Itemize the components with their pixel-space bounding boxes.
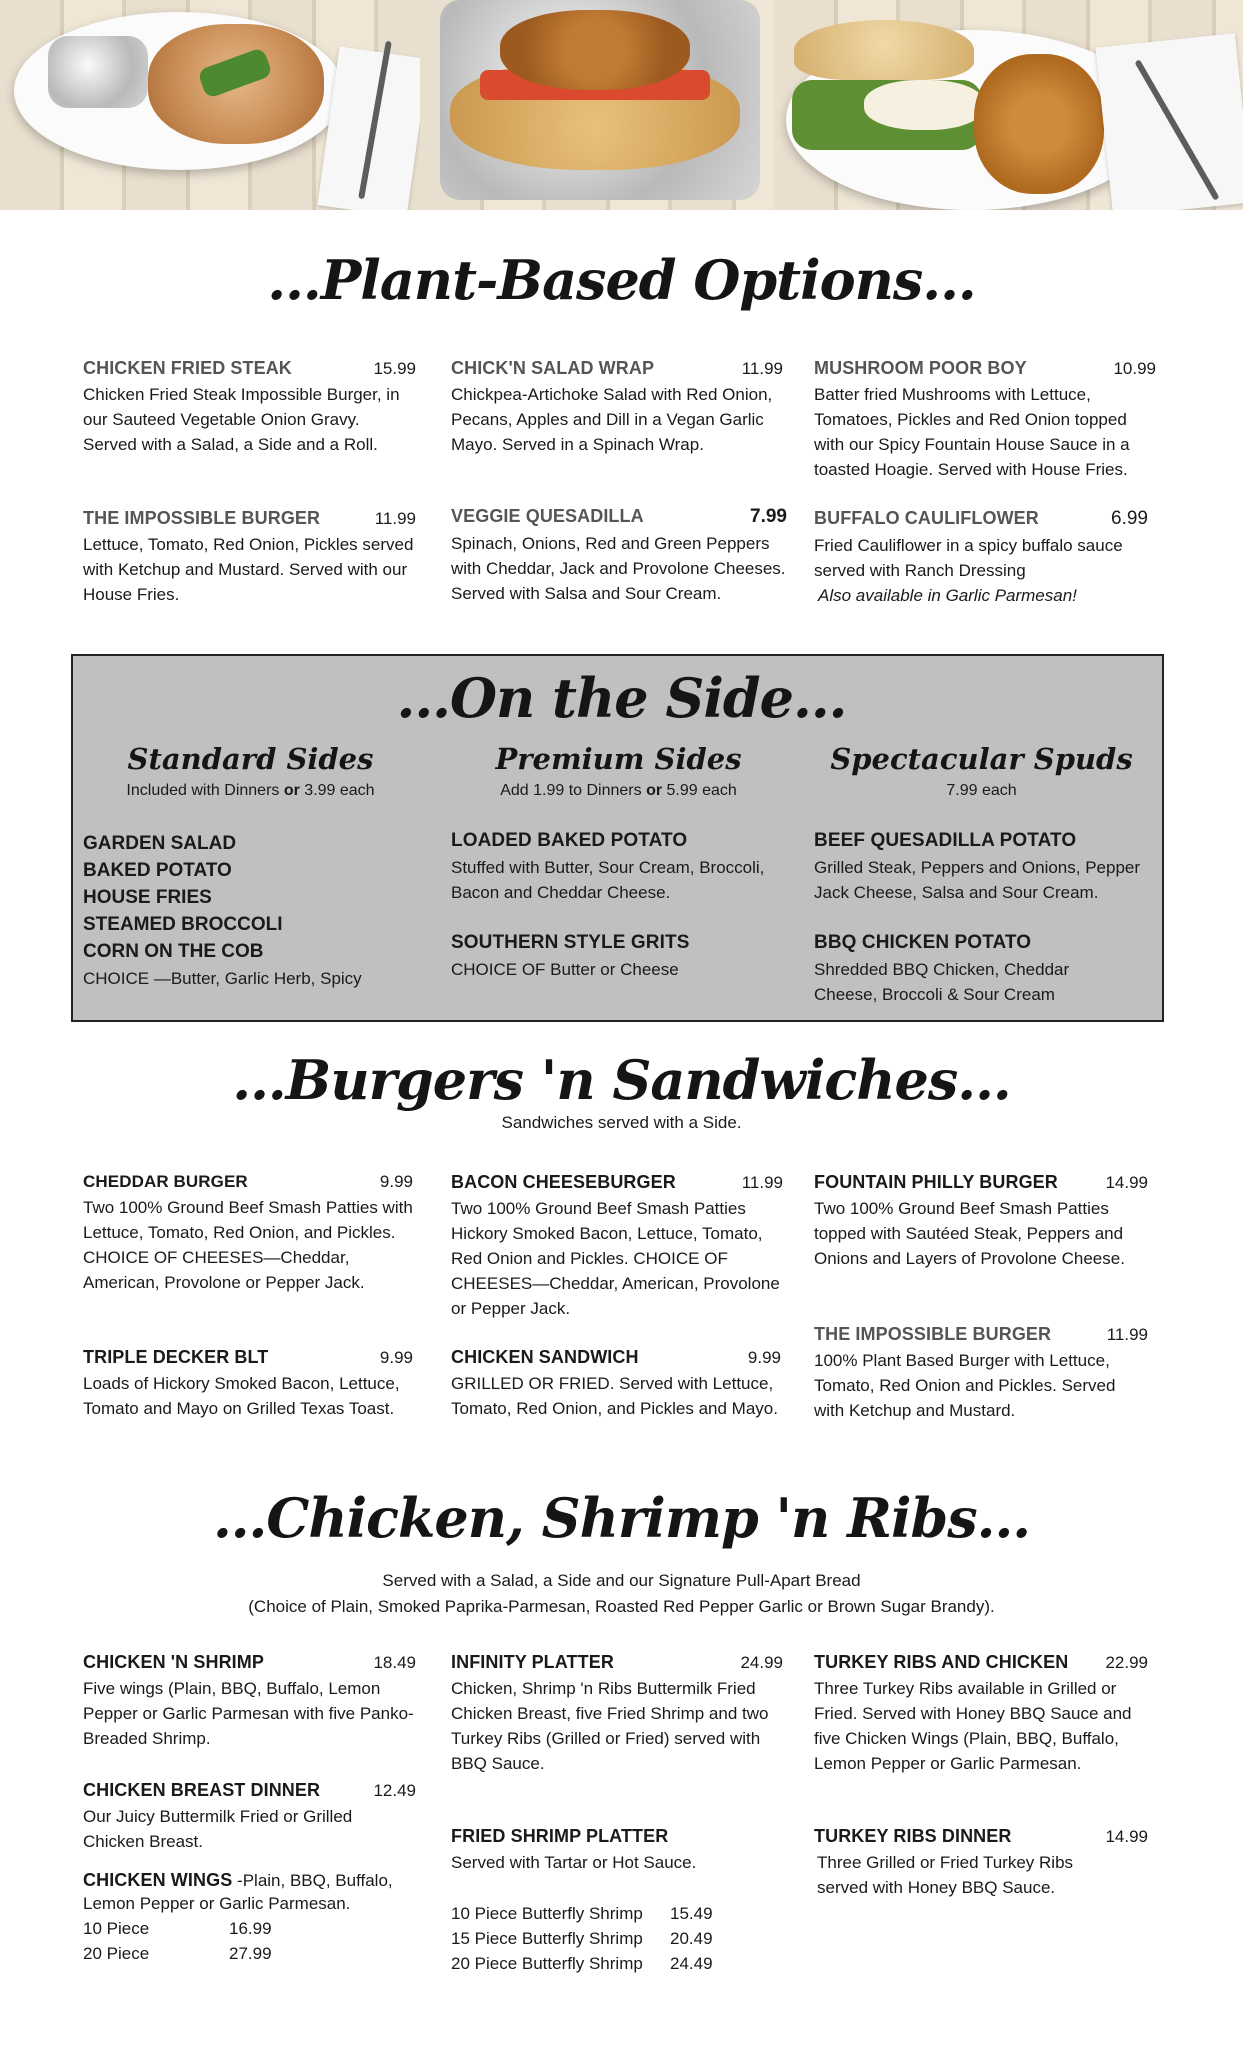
premium-sides-title: Premium Sides [495,742,742,776]
item-name: CHICKEN SANDWICH [451,1347,639,1367]
item-name: TRIPLE DECKER BLT [83,1347,269,1367]
menu-item [83,1172,413,1295]
item-flavors: -Plain, BBQ, Buffalo, [232,1871,393,1890]
menu-item [83,1780,416,1854]
item-description: Grilled Steak, Peppers and Onions, Pepper Jack Cheese, Salsa and Sour Cream. [814,858,1141,902]
menu-item [451,506,787,606]
photo-po-boy [420,0,774,210]
item-price: 11.99 [374,509,416,528]
item-name: TURKEY RIBS AND CHICKEN [814,1652,1069,1672]
item-name: BUFFALO CAULIFLOWER [814,508,1039,528]
list-item: GARDEN SALAD [83,833,237,854]
item-name: CHICKEN 'N SHRIMP [83,1652,264,1672]
standard-sides-title: Standard Sides [127,742,374,776]
burgers-subtitle: Sandwiches served with a Side. [501,1113,742,1132]
premium-sides-subtitle: Add 1.99 to Dinners or 5.99 each [500,782,737,799]
on-the-side-title: ...On the Side... [396,666,847,730]
chicken-title: ...Chicken, Shrimp 'n Ribs... [212,1486,1031,1550]
list-item: CORN ON THE COB [83,941,264,962]
menu-item [83,358,416,457]
price-row: 15 Piece Butterfly Shrimp 20.49 [451,1929,713,1948]
item-name: BACON CHEESEBURGER [451,1172,676,1192]
item-description: Two 100% Ground Beef Smash Patties with Lettuce, Tomato, Red Onion, and Pickles. CHOICE OF CHEESES—Cheddar, American, Provolone or Pepper Jack. [83,1198,413,1292]
item-name: TURKEY RIBS DINNER [814,1826,1012,1846]
menu-item [451,1652,783,1776]
item-description: Batter fried Mushrooms with Lettuce, Tomatoes, Pickles and Red Onion topped with our Spicy Fountain House Sauce in a toasted Hoagie. Served with House Fries. [814,385,1130,479]
item-name: FOUNTAIN PHILLY BURGER [814,1172,1058,1192]
side-item [814,932,1114,1007]
menu-item [814,358,1156,482]
item-name: MUSHROOM POOR BOY [814,358,1027,378]
price-row: 10 Piece Butterfly Shrimp 15.49 [451,1904,713,1923]
item-name: THE IMPOSSIBLE BURGER [83,508,321,528]
item-price: 11.99 [741,359,783,378]
item-name: BBQ CHICKEN POTATO [814,932,1032,953]
photo-burger [774,0,1243,210]
menu-item [814,508,1148,608]
item-description: Five wings (Plain, BBQ, Buffalo, Lemon Pepper or Garlic Parmesan with five Panko-Breaded Shrimp. [83,1679,414,1748]
item-price: 7.99 [750,506,787,527]
menu-item [451,1347,781,1421]
item-price: 14.99 [1105,1173,1148,1192]
item-description: Our Juicy Buttermilk Fried or Grilled Chicken Breast. [83,1807,353,1851]
standard-sides-subtitle: Included with Dinners or 3.99 each [126,782,375,799]
item-name: INFINITY PLATTER [451,1652,614,1672]
price-row: 20 Piece 27.99 [83,1944,272,1963]
standard-sides-list [83,830,423,992]
side-item [814,830,1150,905]
item-description: Chicken, Shrimp 'n Ribs Buttermilk Fried Chicken Breast, five Fried Shrimp and two Turkey Ribs (Grilled or Fried) served with BBQ Sauce. [451,1679,769,1773]
item-price: 9.99 [747,1348,781,1367]
spectacular-spuds-title: Spectacular Spuds [830,742,1133,776]
item-price: 24.99 [740,1653,783,1672]
menu-item [814,1172,1148,1271]
item-name: CHICKEN FRIED STEAK [83,358,292,378]
item-price: 15.99 [373,359,416,378]
side-item [451,932,781,982]
chicken-subtitle-1: Served with a Salad, a Side and our Signature Pull-Apart Bread [382,1571,861,1590]
menu-item [83,1652,416,1751]
item-price: 18.49 [373,1653,416,1672]
item-description: Three Turkey Ribs available in Grilled or Fried. Served with Honey BBQ Sauce and five Chicken Wings (Plain, BBQ, Buffalo, Lemon Pepper or Garlic Parmesan. [814,1679,1132,1773]
item-price: 9.99 [379,1348,413,1367]
side-item [451,830,781,905]
item-description: Two 100% Ground Beef Smash Patties Hickory Smoked Bacon, Lettuce, Tomato, Red Onion and Pickles. CHOICE OF CHEESES—Cheddar, American, Provolone or Pepper Jack. [451,1199,780,1318]
list-item: HOUSE FRIES [83,887,212,908]
menu-item [814,1826,1148,1900]
price-row: 10 Piece 16.99 [83,1919,272,1938]
item-price: 10.99 [1113,359,1156,378]
menu-item [83,508,416,607]
item-description: Shredded BBQ Chicken, Cheddar Cheese, Broccoli & Sour Cream [814,960,1070,1004]
header-photos [0,0,1243,210]
menu-item [451,1172,783,1321]
item-name: VEGGIE QUESADILLA [451,506,644,526]
item-name: SOUTHERN STYLE GRITS [451,932,690,953]
item-description: 100% Plant Based Burger with Lettuce, Tomato, Red Onion and Pickles. Served with Ketchup and Mustard. [814,1351,1116,1420]
photo-chicken-fried-steak [0,0,420,210]
item-description: GRILLED OR FRIED. Served with Lettuce, Tomato, Red Onion, and Pickles and Mayo. [451,1374,778,1418]
item-price: 22.99 [1105,1653,1148,1672]
item-description: Stuffed with Butter, Sour Cream, Broccoli, Bacon and Cheddar Cheese. [451,858,765,902]
menu-item [814,1652,1148,1776]
item-description: Chickpea-Artichoke Salad with Red Onion, Pecans, Apples and Dill in a Vegan Garlic Mayo. Served in a Spinach Wrap. [451,385,773,454]
item-price: 14.99 [1105,1827,1148,1846]
menu-item [451,358,783,457]
spectacular-spuds-subtitle: 7.99 each [946,782,1017,799]
item-price: 9.99 [379,1172,413,1191]
shrimp-price-list [451,1901,783,1976]
item-description: CHOICE OF Butter or Cheese [451,960,679,979]
wings-price-list [83,1916,423,1966]
item-name: LOADED BAKED POTATO [451,830,688,851]
item-description: Spinach, Onions, Red and Green Peppers with Cheddar, Jack and Provolone Cheeses. Served with Salsa and Sour Cream. [451,534,786,603]
list-item: STEAMED BROCCOLI [83,914,283,935]
item-price: 12.49 [373,1781,416,1800]
item-name: CHICKEN BREAST DINNER [83,1780,321,1800]
item-description: Lemon Pepper or Garlic Parmesan. [83,1894,351,1913]
item-description: Three Grilled or Fried Turkey Ribs served with Honey BBQ Sauce. [817,1853,1074,1897]
item-description: Lettuce, Tomato, Red Onion, Pickles served with Ketchup and Mustard. Served with our House Fries. [83,535,414,604]
burgers-title: ...Burgers 'n Sandwiches... [232,1048,1011,1112]
corn-choice: CHOICE —Butter, Garlic Herb, Spicy [83,969,362,988]
menu-item [83,1347,413,1421]
item-price: 11.99 [741,1173,783,1192]
item-description: Fried Cauliflower in a spicy buffalo sauce served with Ranch Dressing [814,536,1123,580]
menu-item [814,1324,1148,1423]
item-name: CHICK'N SALAD WRAP [451,358,655,378]
item-description: Loads of Hickory Smoked Bacon, Lettuce, Tomato and Mayo on Grilled Texas Toast. [83,1374,400,1418]
menu-item [451,1826,783,1976]
item-description: Chicken Fried Steak Impossible Burger, in our Sauteed Vegetable Onion Gravy. Served with a Salad, a Side and a Roll. [83,385,400,454]
item-price: 11.99 [1106,1325,1148,1344]
menu-item [83,1870,423,1966]
price-row: 20 Piece Butterfly Shrimp 24.49 [451,1954,713,1973]
chicken-subtitle-2: (Choice of Plain, Smoked Paprika-Parmesan, Roasted Red Pepper Garlic or Brown Sugar Brandy). [248,1597,995,1616]
item-name: THE IMPOSSIBLE BURGER [814,1324,1052,1344]
list-item: BAKED POTATO [83,860,232,881]
item-description: Served with Tartar or Hot Sauce. [451,1853,697,1872]
item-name: CHEDDAR BURGER [83,1172,248,1191]
item-name: FRIED SHRIMP PLATTER [451,1826,669,1846]
item-description: Two 100% Ground Beef Smash Patties topped with Sautéed Steak, Peppers and Onions and Layers of Provolone Cheese. [814,1199,1125,1268]
item-name: BEEF QUESADILLA POTATO [814,830,1077,851]
item-price: 6.99 [1111,508,1148,529]
plant-based-title: ...Plant-Based Options... [267,248,976,312]
item-name: CHICKEN WINGS [83,1870,233,1890]
item-note: Also available in Garlic Parmesan! [818,586,1077,605]
